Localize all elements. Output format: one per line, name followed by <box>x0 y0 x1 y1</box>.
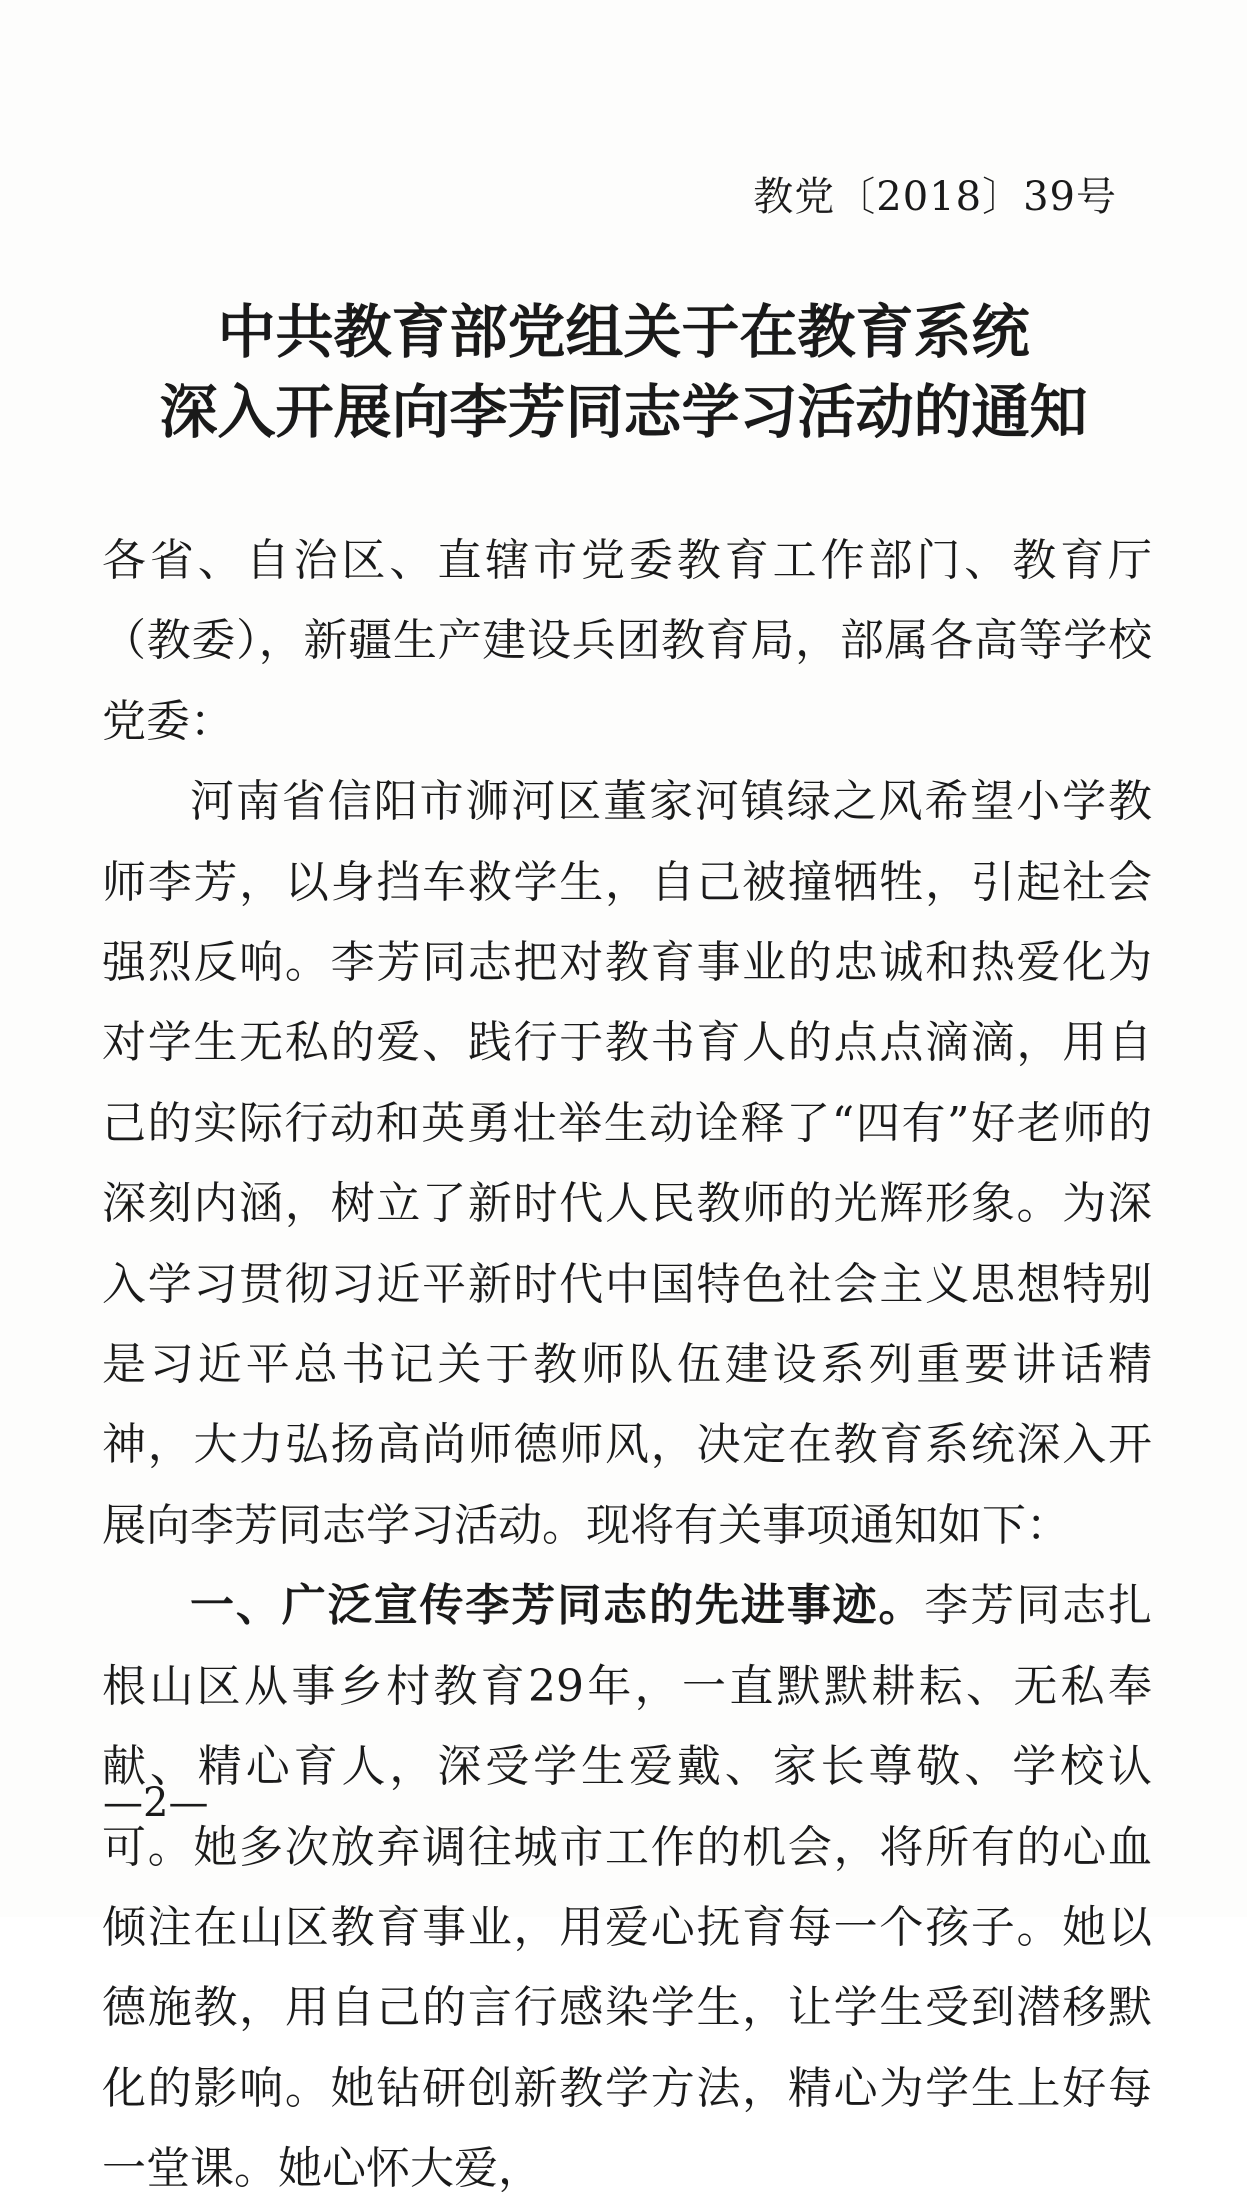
section-1-heading: 一、广泛宣传李芳同志的先进事迹。 <box>190 1580 925 1632</box>
document-title-line-1: 中共教育部党组关于在教育系统 <box>217 298 1030 366</box>
paragraph-section-1 <box>102 1566 1152 2209</box>
document-body <box>102 521 1152 2210</box>
salutation: 各省、自治区、直辖市党委教育工作部门、教育厅（教委），新疆生产建设兵团教育局，部属各高等学校党委： <box>102 535 1152 747</box>
section-1-text: 李芳同志扎根山区从事乡村教育29年，一直默默耕耘、无私奉献、精心育人，深受学生爱戴、家长尊敬、学校认可。她多次放弃调往城市工作的机会，将所有的心血倾注在山区教育事业，用爱心抚育每一个孩子。她以德施教，用自己的言行感染学生，让学生受到潜移默化的影响。她钻研创新教学方法，精心为学生上好每一堂课。她心怀大爱， <box>102 1580 1153 2195</box>
page-number: —2— <box>103 1780 209 1826</box>
paragraph-intro: 河南省信阳市浉河区董家河镇绿之风希望小学教师李芳，以身挡车救学生，自己被撞牺牲，引起社会强烈反响。李芳同志把对教育事业的忠诚和热爱化为对学生无私的爱、践行于教书育人的点点滴滴，用自己的实际行动和英勇壮举生动诠释了“四有”好老师的深刻内涵，树立了新时代人民教师的光辉形象。为深入学习贯彻习近平新时代中国特色社会主义思想特别是习近平总书记关于教师队伍建设系列重要讲话精神，大力弘扬高尚师德师风，决定在教育系统深入开展向李芳同志学习活动。现将有关事项通知如下： <box>102 776 1152 1551</box>
document-number: 教党〔2018〕39号 <box>753 174 1117 220</box>
document-title-line-2: 深入开展向李芳同志学习活动的通知 <box>159 378 1088 446</box>
